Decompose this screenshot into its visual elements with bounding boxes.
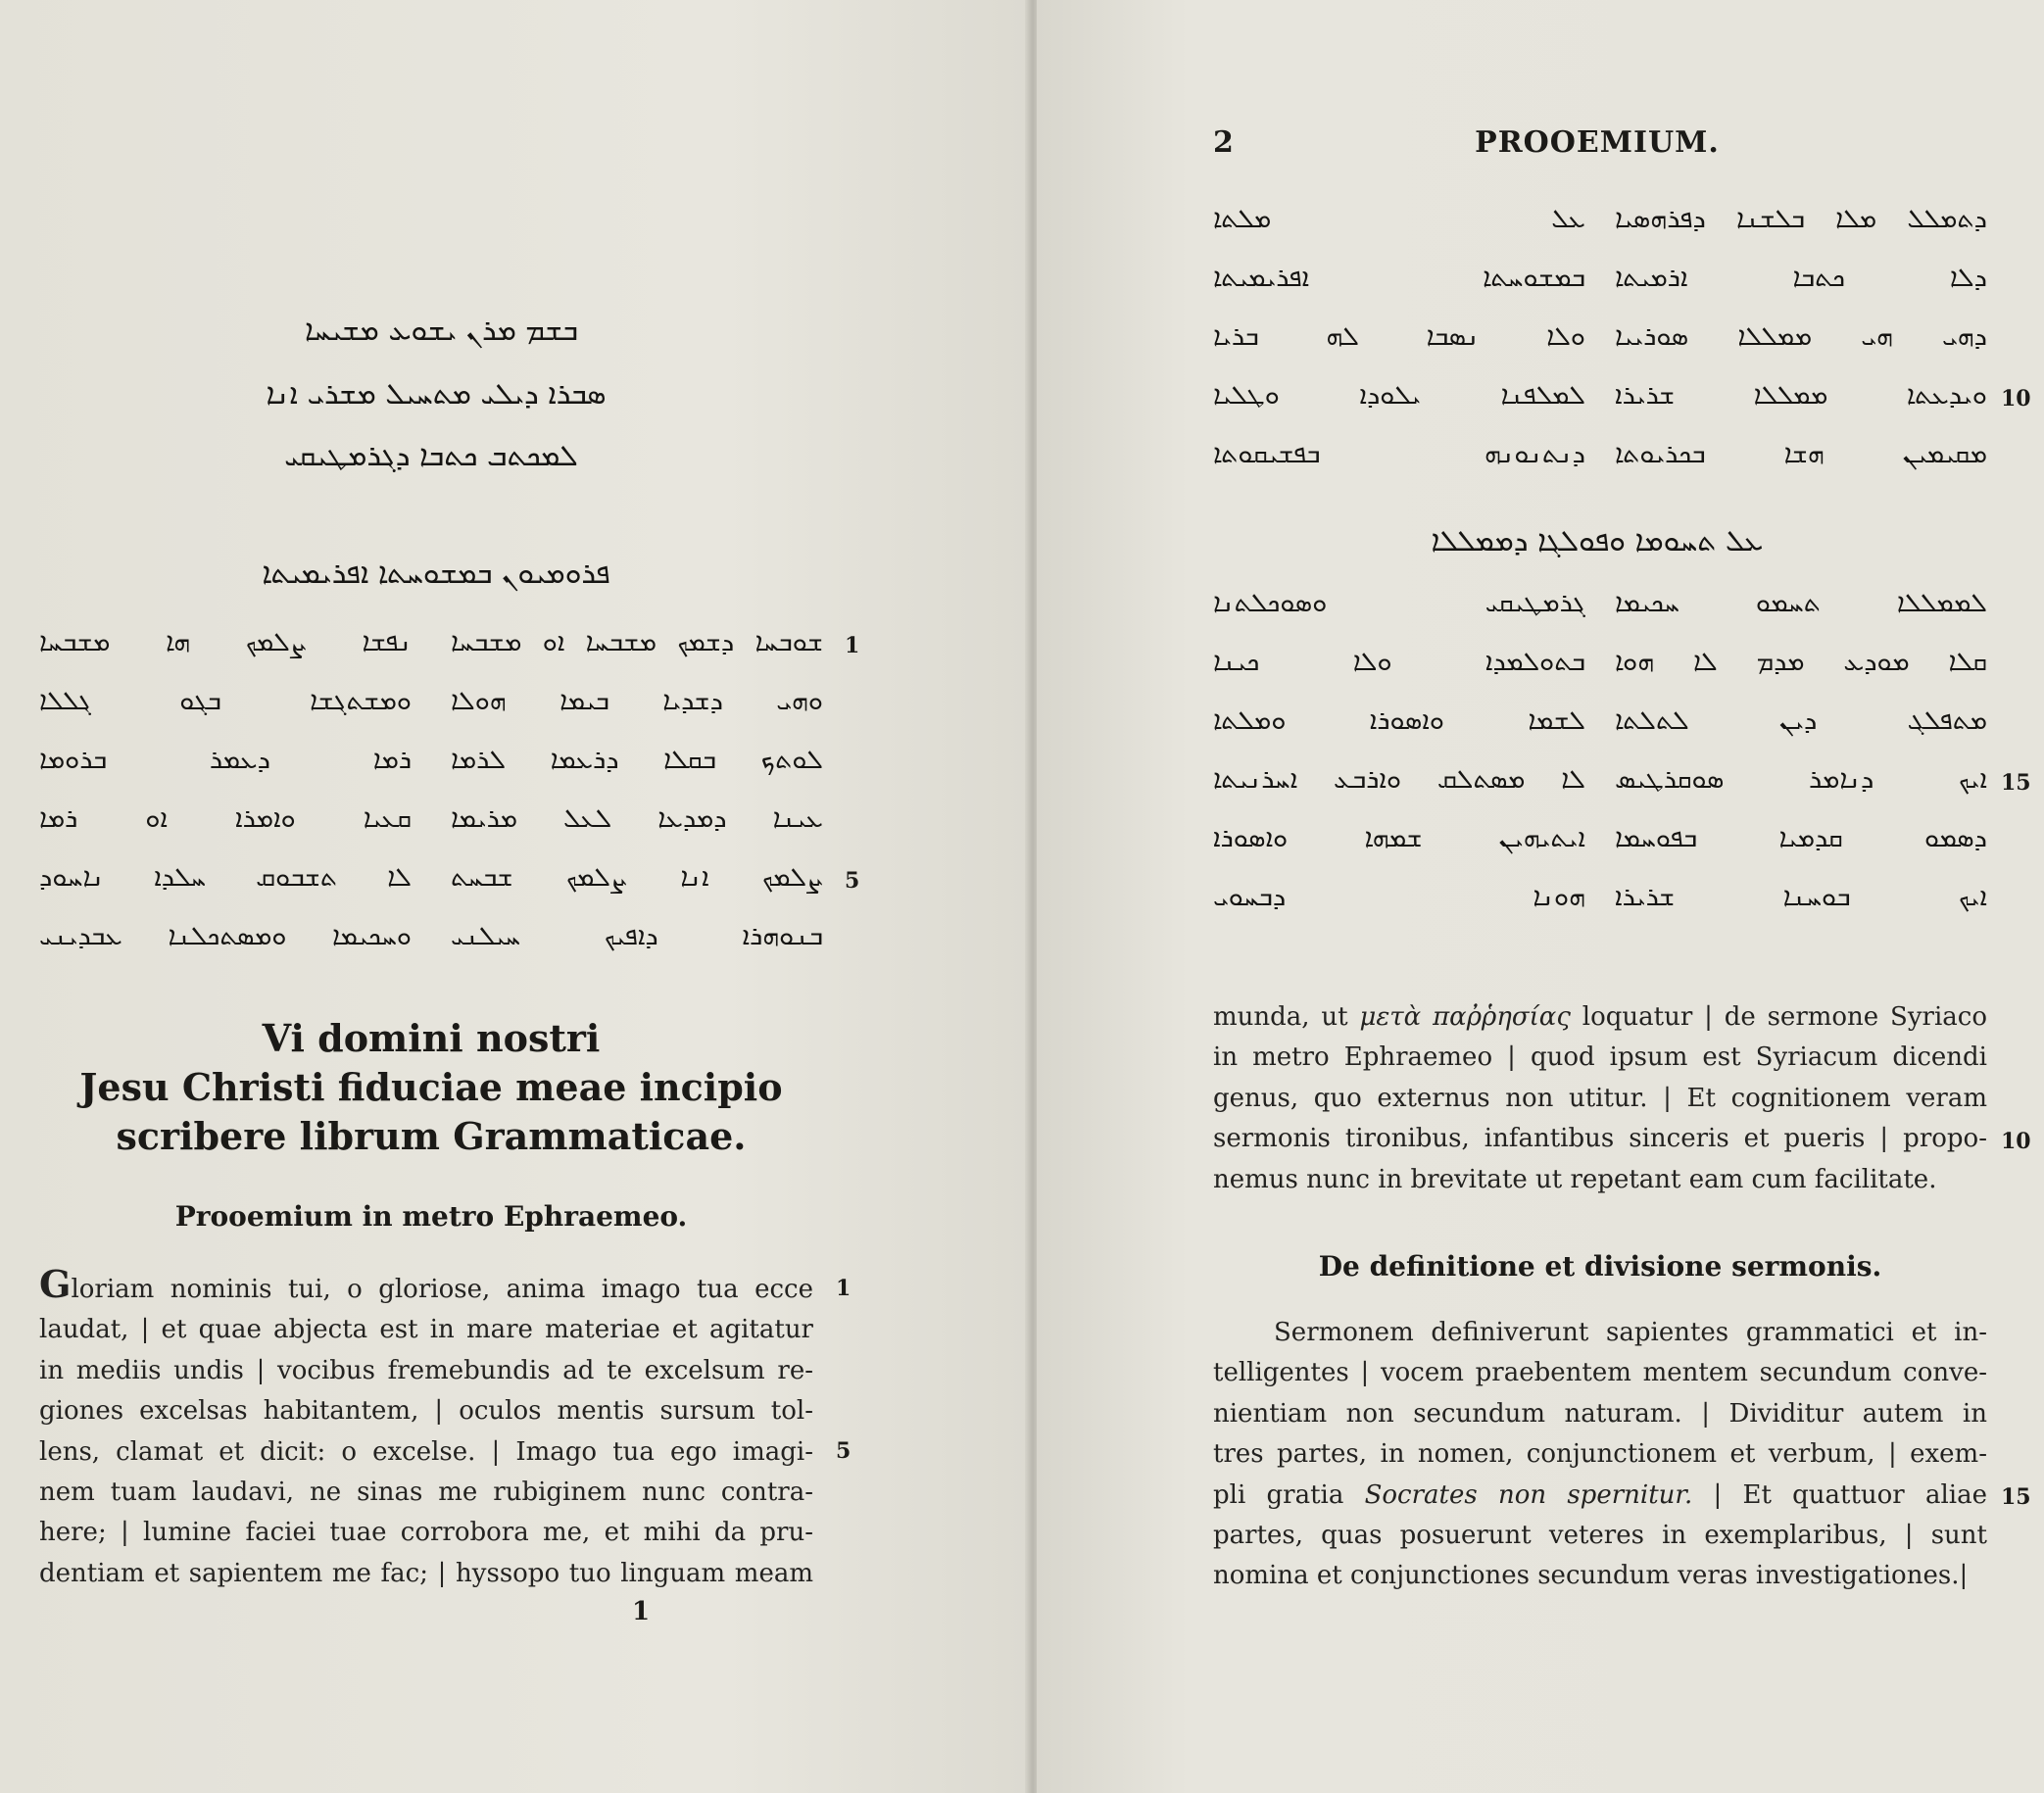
syriac-subtitle: ܦܪܘܡܝܘܢ ܒܡܫܘܚܬܐ ܐܦܪܝܡܝܬܐ — [262, 557, 610, 591]
syriac-hemistich-left: ܘܠܐ ܢܣܒܐ ܠܗ ܒܪܝܐ — [1213, 321, 1585, 352]
latin-line-r7: telligentes | vocem praebentem mentem secundum conve- — [1213, 1358, 1987, 1388]
latin-body-right-bottom — [1213, 1313, 1987, 1597]
latin-line-3: in mediis undis | vocibus fremebundis ad te excelsum re- — [39, 1355, 813, 1385]
syriac-hemistich-left: ܠܐ ܡܣܬܠܩ ܘܐܪܒܥ ܐܚܪܢܝܬܐ — [1213, 764, 1585, 795]
italic-example: Socrates non spernitur. — [1364, 1479, 1693, 1510]
syriac-hemistich-left: ܓܪܡܛܝܩܝ ܘܣܘܟܠܬܢܐ — [1213, 588, 1585, 618]
syriac-hemistich-right: ܘܗܝ ܕܫܕܝܐ ܒܝܡܐ ܗܘܠܐ — [451, 686, 823, 716]
syriac-hemistich-right: ܕܠܐ ܟܬܒܐ ܐܪܡܝܬܐ — [1615, 263, 1987, 293]
latin-line-r1: munda, ut μετὰ παῤῥησίας loquatur | de sermone Syriaco — [1213, 1002, 1987, 1032]
syriac-line-number: 10 — [2001, 386, 2031, 412]
latin-line-r8: nientiam non secundum naturam. | Dividitur autem in — [1213, 1398, 1987, 1429]
syriac-hemistich-left: ܕܢܬܢܘܢܗ ܒܦܫܝܩܘܬܐ — [1213, 439, 1585, 469]
latin-line-4: giones excelsas habitantem, | oculos mentis sursum tol- — [39, 1396, 813, 1427]
latin-line-number-5: 5 — [836, 1438, 852, 1464]
syriac-hemistich-right: ܕܗܝ ܗܝ ܡܡܠܠܐ ܣܘܪܝܝܐ — [1615, 321, 1987, 352]
syriac-hemistich-left: ܥܠ ܡܠܬܐ — [1213, 204, 1585, 234]
syriac-hemistich-left: ܒܬܘܠܡܕܐ ܘܠܐ ܟܝܢܐ — [1213, 647, 1585, 677]
syriac-hemistich-left: ܘܡܫܬܓܫܐ ܒܓܘ ܓܠܠܐ — [39, 686, 412, 716]
page-number: 2 — [1213, 125, 1234, 160]
syriac-title-line-2: ܣܒܪܐ ܕܝܠܝ ܡܬܚܝܠ ܡܫܪܝ ܐܢܐ — [266, 377, 607, 412]
syriac-title-line-1: ܒܫܡ ܡܪܢ ܝܫܘܥ ܡܫܝܚܐ — [304, 314, 578, 348]
syriac-hemistich-right: ܫܘܒܚܐ ܕܫܡܟ ܡܫܒܚܐ ܐܘ ܡܫܒܚܐ — [451, 627, 823, 657]
latin-line-1: Gloriam nominis tui, o gloriose, anima imago tua ecce — [39, 1262, 813, 1306]
syriac-hemistich-left: ܒܡܫܘܚܬܐ ܐܦܪܝܡܝܬܐ — [1213, 263, 1585, 293]
latin-title-line-1: Vi domini nostri — [262, 1016, 601, 1060]
syriac-hemistich-right: ܡܬܦܠܓ ܕܝܢ ܠܬܠܬܐ — [1615, 705, 1987, 736]
syriac-hemistich-left: ܐܝܬܝܗܝܢ ܫܡܗܐ ܘܐܣܘܪܐ — [1213, 823, 1585, 853]
latin-line-r12: nomina et conjunctiones secundum veras investigationes.| — [1213, 1561, 1969, 1591]
latin-line-r3: genus, quo externus non utitur. | Et cognitionem veram — [1213, 1083, 1987, 1113]
syriac-hemistich-left: ܠܐ ܬܫܒܘܩ ܚܠܕܐ ܢܐܚܘܕ — [39, 862, 412, 893]
syriac-hemistich-right: ܕܣܡܘ ܩܕܡܝܐ ܒܦܘܚܡܐ — [1615, 823, 1987, 853]
latin-line-r5: nemus nunc in brevitate ut repetant eam cum facilitate. — [1213, 1164, 1937, 1194]
syriac-hemistich-right: ܐܝܟ ܒܘܚܢܐ ܫܪܝܪܐ — [1615, 882, 1987, 912]
syriac-hemistich-left: ܠܫܡܐ ܘܐܣܘܪܐ ܘܡܠܬܐ — [1213, 705, 1585, 736]
syriac-hemistich-right: ܥܝܢܐ ܕܡܕܥܐ ܠܥܠ ܡܪܝܡܐ — [451, 803, 823, 834]
latin-line-r9: tres partes, in nomen, conjunctionem et verbum, | exem- — [1213, 1439, 1987, 1470]
latin-line-r6: Sermonem definiverunt sapientes grammatici et in- — [1274, 1318, 1987, 1347]
syriac-hemistich-left: ܪܡܐ ܕܥܡܪ ܒܪܘܡܐ — [39, 745, 412, 775]
latin-subtitle: Prooemium in metro Ephraemeo. — [174, 1200, 688, 1233]
latin-line-number-15: 15 — [2001, 1484, 2031, 1510]
syriac-hemistich-right: ܨܠܡܟ ܐܢܐ ܨܠܡܟ ܫܒܚܬ — [451, 862, 823, 893]
latin-line-2: laudat, | et quae abjecta est in mare materiae et agitatur — [39, 1315, 813, 1345]
syriac-subheading: ܥܠ ܬܚܘܡܐ ܘܦܘܠܓܐ ܕܡܡܠܠܐ — [1431, 524, 1764, 558]
latin-line-r2: in metro Ephraemeo | quod ipsum est Syriacum dicendi — [1213, 1042, 1987, 1073]
syriac-hemistich-right: ܐܝܟ ܕܢܐܡܪ ܣܘܩܪܛܝܣ — [1615, 764, 1987, 795]
latin-title — [20, 1014, 843, 1161]
syriac-hemistich-right: ܩܠܐ ܡܘܕܥ ܡܕܡ ܠܐ ܗܘܐ — [1615, 647, 1987, 677]
syriac-hemistich-right: ܕܬܡܠܠ ܡܠܐ ܒܠܫܢܐ ܕܦܪܗܣܝܐ — [1615, 204, 1987, 234]
latin-line-7: here; | lumine faciei tuae corrobora me, et mihi da pru- — [39, 1518, 813, 1548]
latin-line-6: nem tuam laudavi, ne sinas me rubiginem nunc contra- — [39, 1478, 813, 1508]
section-heading: De definitione et divisione sermonis. — [1318, 1250, 1882, 1283]
syriac-hemistich-right: ܡܩܝܡܝܢ ܗܫܐ ܒܟܪܝܘܬܐ — [1615, 439, 1987, 469]
greek-phrase: μετὰ παῤῥησίας — [1359, 1002, 1571, 1032]
latin-body-left — [39, 1262, 813, 1594]
syriac-hemistich-left: ܗܘܢܐ ܕܒܚܘܝ — [1213, 882, 1585, 912]
syriac-hemistich-right: ܠܡܡܠܠܐ ܬܚܡܘ ܚܟܝܡܐ — [1615, 588, 1987, 618]
syriac-hemistich-left: ܩܥܝܐ ܘܐܡܪܐ ܐܘ ܪܡܐ — [39, 803, 412, 834]
syriac-hemistich-left: ܢܦܫܐ ܨܠܡܟ ܗܐ ܡܫܒܚܐ — [39, 627, 412, 657]
latin-line-number-10: 10 — [2001, 1129, 2031, 1154]
syriac-hemistich-left: ܠܡܠܦܢܐ ܝܠܘܕܐ ܘܛܠܝܐ — [1213, 380, 1585, 411]
latin-title-line-3: scribere librum Grammaticae. — [116, 1114, 747, 1158]
drop-cap: G — [39, 1262, 72, 1306]
syriac-hemistich-right: ܒܢܘܗܪܐ ܕܐܦܝܟ ܚܝܠܢܝ — [451, 921, 823, 951]
syriac-hemistich-right: ܠܘܬܟ ܒܩܠܐ ܕܪܥܡܐ ܠܪܡܐ — [451, 745, 823, 775]
syriac-line-number: 1 — [845, 633, 860, 658]
latin-line-number-1: 1 — [836, 1276, 852, 1301]
latin-line-r4: sermonis tironibus, infantibus sinceris et pueris | propo- — [1213, 1124, 1987, 1154]
syriac-title-line-3: ܠܡܟܬܒ ܟܬܒܐ ܕܓܪܡܛܝܩܝ — [284, 439, 578, 473]
syriac-line-number: 5 — [845, 868, 860, 894]
latin-title-line-2: Jesu Christi fiduciae meae incipio — [79, 1065, 783, 1109]
latin-line-r10: pli gratia Socrates non spernitur. | Et quattuor aliae — [1213, 1479, 1987, 1510]
latin-line-5: lens, clamat et dicit: o excelse. | Imago tua ego imagi- — [39, 1436, 813, 1467]
syriac-hemistich-left: ܘܚܟܝܡܐ ܘܡܣܬܟܠܢܐ ܥܒܕܝܢܝ — [39, 921, 412, 951]
folio-number: 1 — [632, 1597, 651, 1626]
latin-line-r11: partes, quas posuerunt veteres in exemplaribus, | sunt — [1213, 1521, 1987, 1551]
latin-body-right-top — [1213, 997, 1987, 1200]
running-head: PROOEMIUM. — [1475, 125, 1720, 160]
latin-line-8: dentiam et sapientem me fac; | hyssopo tuo linguam meam — [39, 1558, 813, 1588]
syriac-hemistich-right: ܘܝܕܥܬܐ ܡܡܠܠܐ ܫܪܝܪܐ — [1615, 380, 1987, 411]
syriac-line-number: 15 — [2001, 770, 2031, 796]
